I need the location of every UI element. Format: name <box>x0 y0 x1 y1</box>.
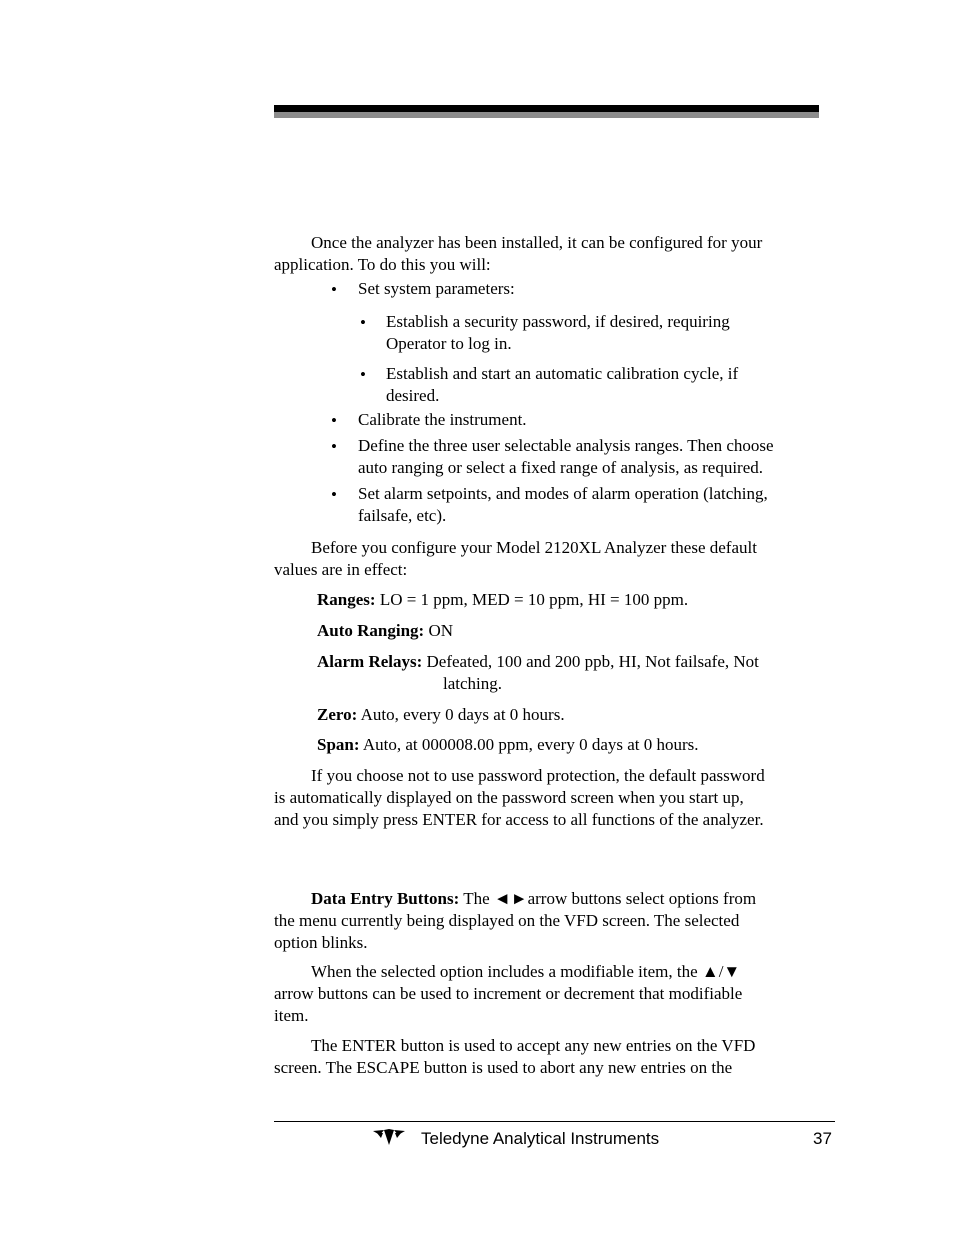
default-label: Span: <box>317 735 360 754</box>
data-entry-line-1: The ◄►arrow buttons select options from <box>459 889 757 908</box>
enter-escape-line-1: The ENTER button is used to accept any new entries on the VFD <box>311 1036 756 1055</box>
bullet-dot: • <box>331 411 337 430</box>
default-value: LO = 1 ppm, MED = 10 ppm, HI = 100 ppm. <box>375 590 689 609</box>
bullet-set-system-parameters: Set system parameters: <box>358 279 515 298</box>
modifiable-line-3: item. <box>274 1006 309 1025</box>
bullet-security-password <box>386 311 730 355</box>
data-entry-paragraph <box>274 888 822 954</box>
bullet-line: Operator to log in. <box>386 334 512 353</box>
modifiable-paragraph <box>274 961 822 1027</box>
bullet-ranges <box>358 435 774 479</box>
bullet-alarm-setpoints <box>358 483 768 527</box>
default-label: Alarm Relays: <box>317 652 423 671</box>
default-label: Ranges: <box>317 590 376 609</box>
bullet-line: Define the three user selectable analysis ranges. Then choose <box>358 436 774 455</box>
defaults-intro-paragraph <box>274 537 822 581</box>
data-entry-line-2: the menu currently being displayed on the VFD screen. The selected <box>274 911 740 930</box>
default-alarm-relays <box>317 651 827 673</box>
bullet-dot: • <box>331 485 337 504</box>
default-value: Auto, at 000008.00 ppm, every 0 days at 0 hours. <box>359 735 699 754</box>
bullet-line: desired. <box>386 386 440 405</box>
data-entry-label: Data Entry Buttons: <box>311 889 460 908</box>
bullet-line: Set alarm setpoints, and modes of alarm operation (latching, <box>358 484 768 503</box>
default-auto-ranging <box>317 620 827 642</box>
bullet-dot: • <box>360 313 366 332</box>
defaults-intro-line-2: values are in effect: <box>274 560 408 579</box>
bullet-calibrate: Calibrate the instrument. <box>358 410 527 429</box>
intro-paragraph <box>274 232 822 276</box>
default-alarm-relays-cont: latching. <box>443 674 503 693</box>
default-value: Defeated, 100 and 200 ppb, HI, Not failsafe, Not <box>422 652 759 671</box>
intro-line-1: Once the analyzer has been installed, it can be configured for your <box>311 233 763 252</box>
header-rule-gray <box>274 112 819 118</box>
header-rule-black <box>274 105 819 112</box>
default-label: Auto Ranging: <box>317 621 425 640</box>
default-zero <box>317 704 827 726</box>
footer-company: Teledyne Analytical Instruments <box>421 1129 660 1148</box>
teledyne-logo-icon <box>372 1127 406 1147</box>
intro-line-2: application. To do this you will: <box>274 255 491 274</box>
password-line-2: is automatically displayed on the password screen when you start up, <box>274 788 744 807</box>
bullet-dot: • <box>360 365 366 384</box>
bullet-calibration-cycle <box>386 363 738 407</box>
defaults-intro-line-1: Before you configure your Model 2120XL Analyzer these default <box>311 538 757 557</box>
modifiable-line-2: arrow buttons can be used to increment or decrement that modifiable <box>274 984 743 1003</box>
page-number: 37 <box>813 1129 832 1148</box>
default-ranges <box>317 589 827 611</box>
enter-escape-paragraph <box>274 1035 822 1079</box>
bullet-line: Establish and start an automatic calibration cycle, if <box>386 364 739 383</box>
data-entry-line-3: option blinks. <box>274 933 368 952</box>
password-line-3: and you simply press ENTER for access to all functions of the analyzer. <box>274 810 764 829</box>
default-label: Zero: <box>317 705 358 724</box>
default-value: Auto, every 0 days at 0 hours. <box>357 705 565 724</box>
bullet-line: Establish a security password, if desired, requiring <box>386 312 730 331</box>
password-line-1: If you choose not to use password protection, the default password <box>311 766 765 785</box>
enter-escape-line-2: screen. The ESCAPE button is used to abort any new entries on the <box>274 1058 733 1077</box>
default-value: ON <box>424 621 454 640</box>
modifiable-line-1: When the selected option includes a modifiable item, the ▲/▼ <box>311 962 741 981</box>
bullet-dot: • <box>331 280 337 299</box>
default-span <box>317 734 827 756</box>
footer-rule <box>274 1121 835 1122</box>
bullet-line: auto ranging or select a fixed range of analysis, as required. <box>358 458 764 477</box>
bullet-line: failsafe, etc). <box>358 506 447 525</box>
bullet-dot: • <box>331 437 337 456</box>
password-paragraph <box>274 765 834 831</box>
